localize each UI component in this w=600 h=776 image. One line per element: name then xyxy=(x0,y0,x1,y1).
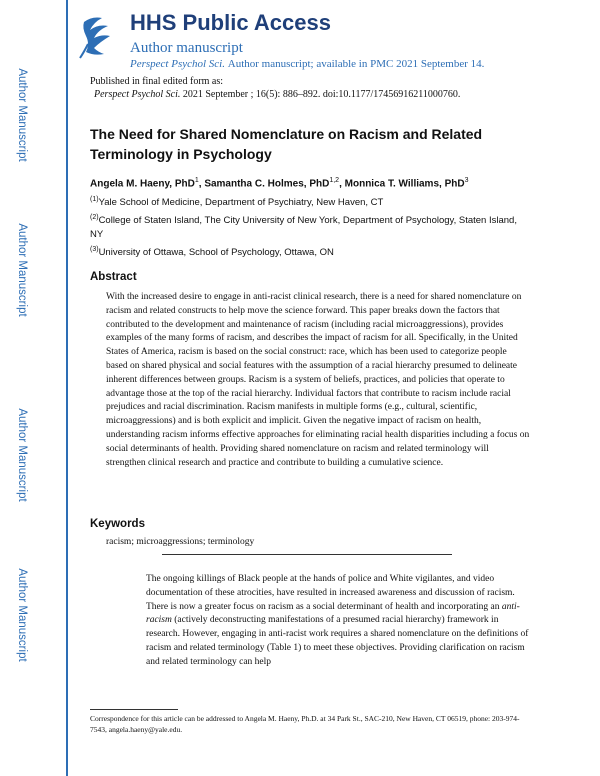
affiliation-1: $^{(1)}$Yale School of Medicine, Department of Psychiatry, New Haven, CT xyxy=(90,196,384,209)
abstract-text: With the increased desire to engage in anti-racist clinical research, there is a need for shared nomenclature on racism and related constructs to help move the science forward. This paper breaks down the factors that contributed to the development and maintenance of racism (including racial microaggressions), provides examples of the many forms of racism, and describes the impact of racism for all. Specifically, in the United States of America, racism is based on the social construct: race, which has been used to categorize people based on shared physical and social features with the assumption of a racial hierarchy presumed to delineate inherent differences between groups. Racism is a system of beliefs, practices, and policies that operate to advantage those at the top of the racial hierarchy. Individual factors that contribute to racism include racial prejudices and racial discrimination. Racism manifests in multiple forms (e.g., cultural, scientific, microaggressions) and is both explicit and implicit. Given the negative impact of racism on health, understanding racism informs effective approaches for eliminating racial health disparities including a focus on social determinants of health. Providing shared nomenclature on racism and related terminology will strengthen clinical research and practice and contribute to building a cumulative science. xyxy=(106,292,530,468)
citation-journal: Perspect Psychol Sci. xyxy=(94,89,181,100)
side-label-4: Author Manuscript xyxy=(16,568,28,662)
author-name: Angela M. Haeny, PhD xyxy=(90,178,195,190)
correspondence-footnote: Correspondence for this article can be addressed to Angela M. Haeny, Ph.D. at 34 Park St., SAC-210, New Haven, CT 06519, phone: 203-974-7543, angela.haeny@yale.edu. xyxy=(90,714,520,734)
author-manuscript-label: Author manuscript xyxy=(130,40,243,56)
footnote-rule xyxy=(90,709,178,710)
affiliation-2: $^{(2)}$College of Staten Island, The City University of New York, Department of Psychology, Staten Island, NY xyxy=(90,214,517,241)
journal-abbrev: Perspect Psychol Sci. xyxy=(130,58,225,70)
availability-line xyxy=(130,58,484,70)
article-title: The Need for Shared Nomenclature on Racism and Related Terminology in Psychology xyxy=(90,126,483,162)
side-label-2: Author Manuscript xyxy=(16,223,28,317)
keywords-list: racism; microaggressions; terminology xyxy=(106,537,255,547)
citation xyxy=(94,89,460,100)
body-paragraph: The ongoing killings of Black people at the hands of police and White vigilantes, and video documentation of these atrocities, have resulted in increased awareness and discussion of racism. There is now a greater focus on racism as a social determinant of health and incorporating an anti-racism (actively deconstructing manifestations of a presumed racial hierarchy) framework in research. However, engaging in anti-racist work requires a shared nomenclature on the definitions of racism and related terminology (Table 1) to meet these objectives. Providing clarification on racism and related terminology can help xyxy=(146,574,529,667)
citation-details: 2021 September ; 16(5): 886–892. doi:10.1177/17456916211000760. xyxy=(182,89,461,100)
abstract-heading: Abstract xyxy=(90,271,137,283)
author-list: Angela M. Haeny, PhD$^1$, Samantha C. Holmes, PhD$^{1,2}$, Monnica T. Williams, PhD$^3$ xyxy=(90,177,469,190)
availability-text: Author manuscript; available in PMC 2021 September 14. xyxy=(227,58,485,70)
published-note: Published in final edited form as: xyxy=(90,76,224,87)
author-affil-sup: 1,2 xyxy=(329,177,340,184)
author-name: Monnica T. Williams, PhD xyxy=(344,178,465,190)
affiliation-3: $^{(3)}$University of Ottawa, School of Psychology, Ottawa, ON xyxy=(90,246,334,259)
hhs-eagle-logo xyxy=(78,14,114,60)
hhs-public-access-title: HHS Public Access xyxy=(130,10,331,35)
section-divider xyxy=(162,554,452,555)
keywords-heading: Keywords xyxy=(90,518,145,530)
anti-racism-term: anti-racism xyxy=(146,601,520,626)
author-affil-sup: 1 xyxy=(194,177,199,184)
side-label-1: Author Manuscript xyxy=(16,68,28,162)
author-affil-sup: 3 xyxy=(464,177,469,184)
author-name: Samantha C. Holmes, PhD xyxy=(204,178,330,190)
side-label-3: Author Manuscript xyxy=(16,408,28,502)
margin-rule xyxy=(66,0,68,776)
